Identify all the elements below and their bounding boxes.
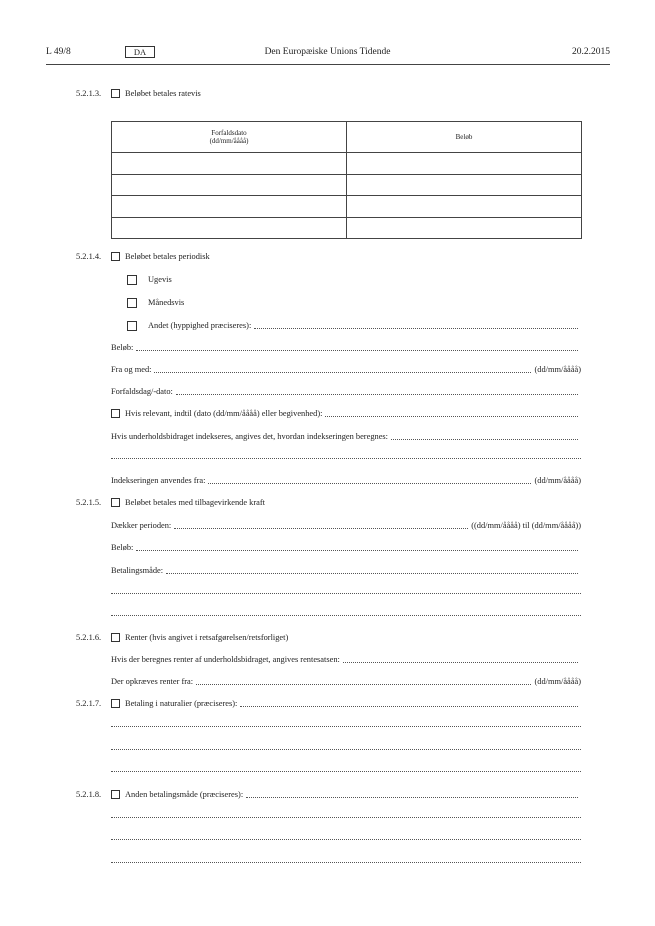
other-frequency-field[interactable] (254, 328, 578, 329)
other-method-field-continued[interactable] (111, 839, 581, 840)
table-row (112, 153, 582, 175)
interest-from-field[interactable] (196, 684, 531, 685)
in-kind-checkbox[interactable] (111, 699, 120, 708)
period-row (111, 520, 581, 531)
retroactive-checkbox[interactable] (111, 498, 120, 507)
due-date-cell[interactable] (112, 217, 347, 239)
section-number: 5.2.1.6. (76, 633, 102, 642)
in-kind-field-continued[interactable] (111, 771, 581, 772)
other-frequency-label: Andet (hyppighed præciseres): (148, 321, 252, 330)
payment-method-field-continued[interactable] (111, 593, 581, 594)
other-method-field-continued[interactable] (111, 862, 581, 863)
period-field[interactable] (174, 528, 468, 529)
column-header-due-date (112, 122, 347, 153)
monthly-checkbox[interactable] (127, 298, 137, 308)
interest-rate-label: Hvis der beregnes renter af underholdsbidraget, angives rentesatsen: (111, 655, 340, 664)
due-date-cell[interactable] (112, 174, 347, 196)
indexation-from-label: Indekseringen anvendes fra: (111, 476, 206, 485)
weekly-label: Ugevis (148, 275, 172, 284)
in-kind-field-continued[interactable] (111, 726, 581, 727)
retro-amount-field[interactable] (136, 550, 578, 551)
weekly-checkbox[interactable] (127, 275, 137, 285)
until-label: Hvis relevant, indtil (dato (dd/mm/åååå) eller begivenhed): (125, 409, 323, 418)
in-kind-field[interactable] (240, 706, 578, 707)
section-number: 5.2.1.5. (76, 498, 102, 507)
indexation-field[interactable] (391, 439, 578, 440)
due-date-format-text: (dd/mm/åååå) (209, 137, 249, 145)
column-header-amount: Beløb (347, 122, 582, 153)
due-day-row (111, 386, 581, 397)
in-kind-field-continued[interactable] (111, 749, 581, 750)
until-checkbox[interactable] (111, 409, 120, 418)
from-date-field[interactable] (154, 372, 531, 373)
due-date-cell[interactable] (112, 153, 347, 175)
until-field[interactable] (325, 416, 578, 417)
payment-method-row (111, 565, 581, 576)
interest-checkbox[interactable] (111, 633, 120, 642)
retro-amount-row (111, 542, 581, 553)
from-label: Fra og med: (111, 365, 152, 374)
section-number: 5.2.1.3. (76, 89, 102, 98)
date-range-hint: ((dd/mm/åååå) til (dd/mm/åååå)) (471, 521, 581, 530)
section-5215-row (111, 497, 265, 508)
section-number: 5.2.1.4. (76, 252, 102, 261)
interest-rate-row (111, 654, 581, 665)
header-divider (46, 64, 610, 65)
section-5218-row (111, 789, 581, 800)
other-method-checkbox[interactable] (111, 790, 120, 799)
date-format-hint: (dd/mm/åååå) (534, 476, 581, 485)
journal-title: Den Europæiske Unions Tidende (264, 47, 391, 57)
due-day-label: Forfaldsdag/-dato: (111, 387, 173, 396)
section-label: Beløbet betales ratevis (125, 89, 201, 98)
indexation-row (111, 431, 581, 442)
interest-from-label: Der opkræves renter fra: (111, 677, 194, 686)
amount-label: Beløb: (111, 543, 134, 552)
monthly-label: Månedsvis (148, 298, 185, 307)
publication-date: 20.2.2015 (572, 47, 610, 57)
periodic-checkbox[interactable] (111, 252, 120, 261)
date-format-hint: (dd/mm/åååå) (534, 365, 581, 374)
section-label: Betaling i naturalier (præciseres): (125, 699, 238, 708)
section-label: Beløbet betales med tilbagevirkende kraft (125, 498, 265, 507)
section-5214-row (111, 251, 210, 262)
amount-field[interactable] (136, 350, 578, 351)
other-method-field[interactable] (246, 797, 578, 798)
amount-cell[interactable] (347, 217, 582, 239)
amount-cell[interactable] (347, 153, 582, 175)
from-row (111, 364, 581, 375)
due-day-field[interactable] (176, 394, 578, 395)
payment-method-label: Betalingsmåde: (111, 566, 164, 575)
table-row (112, 174, 582, 196)
other-frequency-row (148, 320, 581, 331)
due-date-cell[interactable] (112, 196, 347, 218)
section-label: Anden betalingsmåde (præciseres): (125, 790, 244, 799)
indexation-from-field[interactable] (208, 483, 531, 484)
amount-cell[interactable] (347, 174, 582, 196)
amount-row (111, 342, 581, 353)
until-row (111, 408, 581, 419)
date-format-hint: (dd/mm/åååå) (534, 677, 581, 686)
amount-cell[interactable] (347, 196, 582, 218)
section-label: Beløbet betales periodisk (125, 252, 210, 261)
payment-method-field[interactable] (166, 573, 578, 574)
indexation-field-continued[interactable] (111, 458, 581, 459)
amount-label: Beløb: (111, 343, 134, 352)
other-frequency-checkbox[interactable] (127, 321, 137, 331)
installments-table (111, 121, 582, 239)
section-5216-row (111, 632, 288, 643)
period-label: Dækker perioden: (111, 521, 172, 530)
section-5217-row (111, 698, 581, 709)
section-number: 5.2.1.8. (76, 790, 102, 799)
page-reference: L 49/8 (46, 47, 71, 57)
table-row (112, 217, 582, 239)
installments-checkbox[interactable] (111, 89, 120, 98)
indexation-from-row (111, 475, 581, 486)
due-date-header-text: Forfaldsdato (211, 129, 247, 137)
table-row (112, 196, 582, 218)
other-method-field-continued[interactable] (111, 817, 581, 818)
section-label: Renter (hvis angivet i retsafgørelsen/retsforliget) (125, 633, 289, 642)
interest-rate-field[interactable] (343, 662, 578, 663)
indexation-label: Hvis underholdsbidraget indekseres, angives det, hvordan indekseringen beregnes: (111, 432, 388, 441)
section-5213-row (111, 88, 201, 99)
interest-from-row (111, 676, 581, 687)
section-number: 5.2.1.7. (76, 699, 102, 708)
payment-method-field-continued[interactable] (111, 615, 581, 616)
language-code-badge: DA (125, 46, 155, 58)
